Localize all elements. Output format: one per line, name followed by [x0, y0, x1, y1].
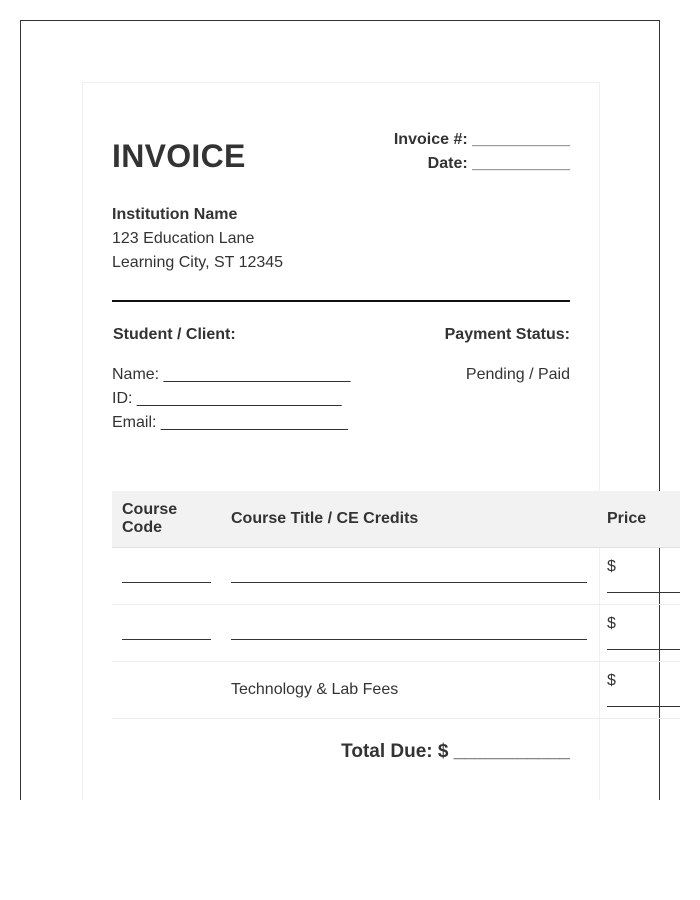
- column-header-course-code: [122, 501, 177, 537]
- column-header-price: Price: [607, 510, 647, 527]
- header-divider: [112, 300, 570, 302]
- column-header-code-line1: Course: [122, 501, 178, 518]
- row-divider: [112, 604, 680, 605]
- client-heading: Student / Client:: [113, 326, 236, 343]
- price-blank[interactable]: [607, 706, 680, 707]
- course-title-blank[interactable]: [231, 582, 587, 583]
- table-header: [112, 491, 680, 548]
- fee-item-label: Technology & Lab Fees: [231, 681, 399, 698]
- client-id-field[interactable]: ID: _______________________: [112, 390, 342, 407]
- price-blank[interactable]: [607, 592, 680, 593]
- institution-address-line2: Learning City, ST 12345: [112, 254, 284, 271]
- price-currency-symbol: $: [607, 558, 616, 575]
- institution-address-line1: 123 Education Lane: [112, 230, 255, 247]
- column-header-course-title: Course Title / CE Credits: [231, 510, 419, 527]
- price-currency-symbol: $: [607, 615, 616, 632]
- invoice-date-field[interactable]: Date: ___________: [427, 155, 570, 172]
- client-name-field[interactable]: Name: _____________________: [112, 366, 351, 383]
- price-blank[interactable]: [607, 649, 680, 650]
- total-due-field[interactable]: Total Due: $ ___________: [341, 741, 570, 762]
- row-divider: [112, 718, 680, 719]
- course-code-blank[interactable]: [122, 582, 211, 583]
- invoice-number-field[interactable]: Invoice #: ___________: [393, 131, 570, 148]
- course-title-blank[interactable]: [231, 639, 587, 640]
- price-currency-symbol: $: [607, 672, 616, 689]
- client-email-field[interactable]: Email: _____________________: [112, 414, 348, 431]
- institution-name: Institution Name: [112, 206, 238, 223]
- payment-status-heading: Payment Status:: [444, 326, 570, 343]
- invoice-title: INVOICE: [112, 138, 246, 174]
- payment-status-value: Pending / Paid: [465, 366, 570, 383]
- row-divider: [112, 661, 680, 662]
- column-header-code-line2: Code: [122, 519, 162, 536]
- course-code-blank[interactable]: [122, 639, 211, 640]
